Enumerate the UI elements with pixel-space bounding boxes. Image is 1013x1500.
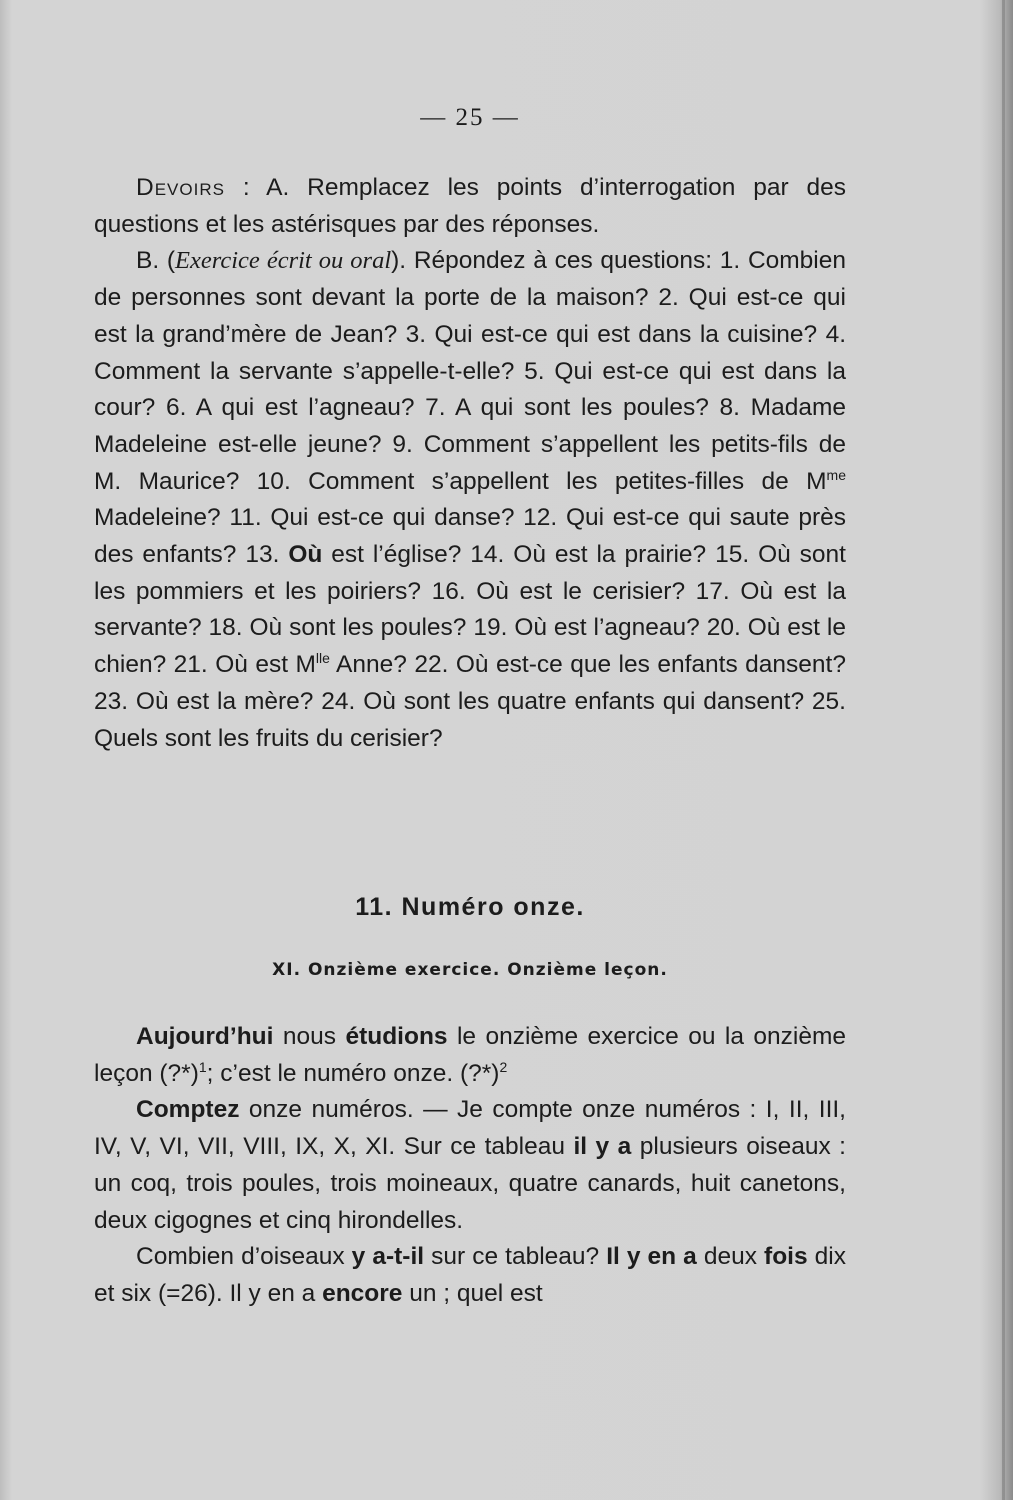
lesson-p1-text1: nous [273, 1023, 346, 1050]
lesson-p3-bold-encore: encore [322, 1279, 403, 1307]
lesson-paragraph-2 [94, 1092, 846, 1239]
lesson-p2-bold-comptez: Comptez [136, 1096, 240, 1124]
devoirs-b-sup-lle: lle [315, 650, 330, 667]
lesson-p3-bold-fois: fois [764, 1243, 808, 1271]
devoirs-b-italic: Exercice écrit ou oral [175, 247, 392, 275]
devoirs-b-text4: Anne? 22. Où est-ce que les enfants dansent? 23. Où est la mère? 24. Où sont les quatre enfants qui dansent? 25. Quels sont les fruits du cerisier? [94, 651, 846, 752]
lesson-p2-text2: plusieurs oiseaux : un coq, trois poules, trois moineaux, quatre canards, huit canetons, deux cigognes et cinq hirondelles. [94, 1133, 846, 1234]
lesson-paragraph-3 [94, 1239, 846, 1312]
lesson-p1-footnote-2: 2 [499, 1058, 508, 1075]
section-heading: 11. Numéro onze. [355, 893, 585, 921]
lesson-paragraph-1 [94, 1019, 846, 1092]
devoirs-b-bold-ou: Où [288, 541, 323, 569]
lesson-p1-text3: ; c’est le numéro onze. (?*) [206, 1059, 500, 1087]
page-number: — 25 — [420, 104, 520, 131]
devoirs-label: Devoirs [136, 174, 225, 201]
lesson-p3-text4: dix et six (=26). Il y en a [94, 1243, 846, 1307]
lesson-p3-text2: sur ce tableau? [424, 1243, 607, 1271]
devoirs-b-sup-me: me [826, 466, 846, 483]
section-subheading: XI. Onzième exercice. Onzième leçon. [272, 960, 668, 980]
devoirs-b-text3: est l’église? 14. Où est la prairie? 15. Où sont les pommiers et les poiriers? 16. Où est le cerisier? 17. Où est la servante? 18. Où sont les poules? 19. Où est l’agneau? 20. Où est le chien? 21. Où est M [94, 541, 846, 679]
lesson-p2-text1: onze numéros. — Je compte onze numéros : I, II, III, IV, V, VI, VII, VIII, IX, X, XI. Sur ce tableau [94, 1096, 846, 1161]
lesson-p3-text5: un ; quel est [402, 1279, 543, 1307]
devoirs-b-text2: Madeleine? 11. Qui est-ce qui danse? 12. Qui est-ce qui saute près des enfants? 13. [94, 504, 846, 569]
devoirs-section [94, 170, 846, 757]
devoirs-paragraph-a [94, 170, 846, 243]
lesson-p1-bold-etudions: étudions [345, 1023, 448, 1050]
lesson-p3-text1: Combien d’oiseaux [136, 1243, 352, 1271]
lesson-p3-bold-il-y-en-a: Il y en a [606, 1243, 697, 1271]
lesson-p3-text3: deux [696, 1243, 765, 1271]
devoirs-paragraph-b [94, 243, 846, 757]
devoirs-b-prefix: B. ( [136, 247, 176, 275]
page-spine-shadow [1002, 0, 1005, 1500]
lesson-p1-bold-aujourdhui: Aujourd’hui [136, 1023, 274, 1050]
lesson-p1-text2: le onzième exercice ou la onzième leçon (?*) [94, 1023, 846, 1087]
devoirs-b-text: ). Répondez à ces questions: 1. Combien de personnes sont devant la porte de la maison? 2. Qui est-ce qui est la grand’mère de Jean? 3. Qui est-ce qui est dans la cuisine? 4. Comment la servante s’appelle-t-elle? 5. Qui est-ce qui est dans la cour? 6. A qui est l’agneau? 7. A qui sont les poules? 8. Madame Madeleine est-elle jeune? 9. Comment s’appellent les petits-fils de M. Maurice? 10. Comment s’appellent les petites-filles de M [94, 247, 846, 495]
lesson-p1-footnote-1: 1 [198, 1058, 207, 1075]
lesson-p2-bold-il-y-a: il y a [573, 1133, 632, 1161]
devoirs-a-text: : A. Remplacez les points d’interrogation par des questions et les astérisques par des réponses. [94, 174, 846, 238]
lesson-section [94, 1019, 846, 1313]
lesson-p3-bold-y-a-t-il: y a-t-il [351, 1243, 425, 1271]
